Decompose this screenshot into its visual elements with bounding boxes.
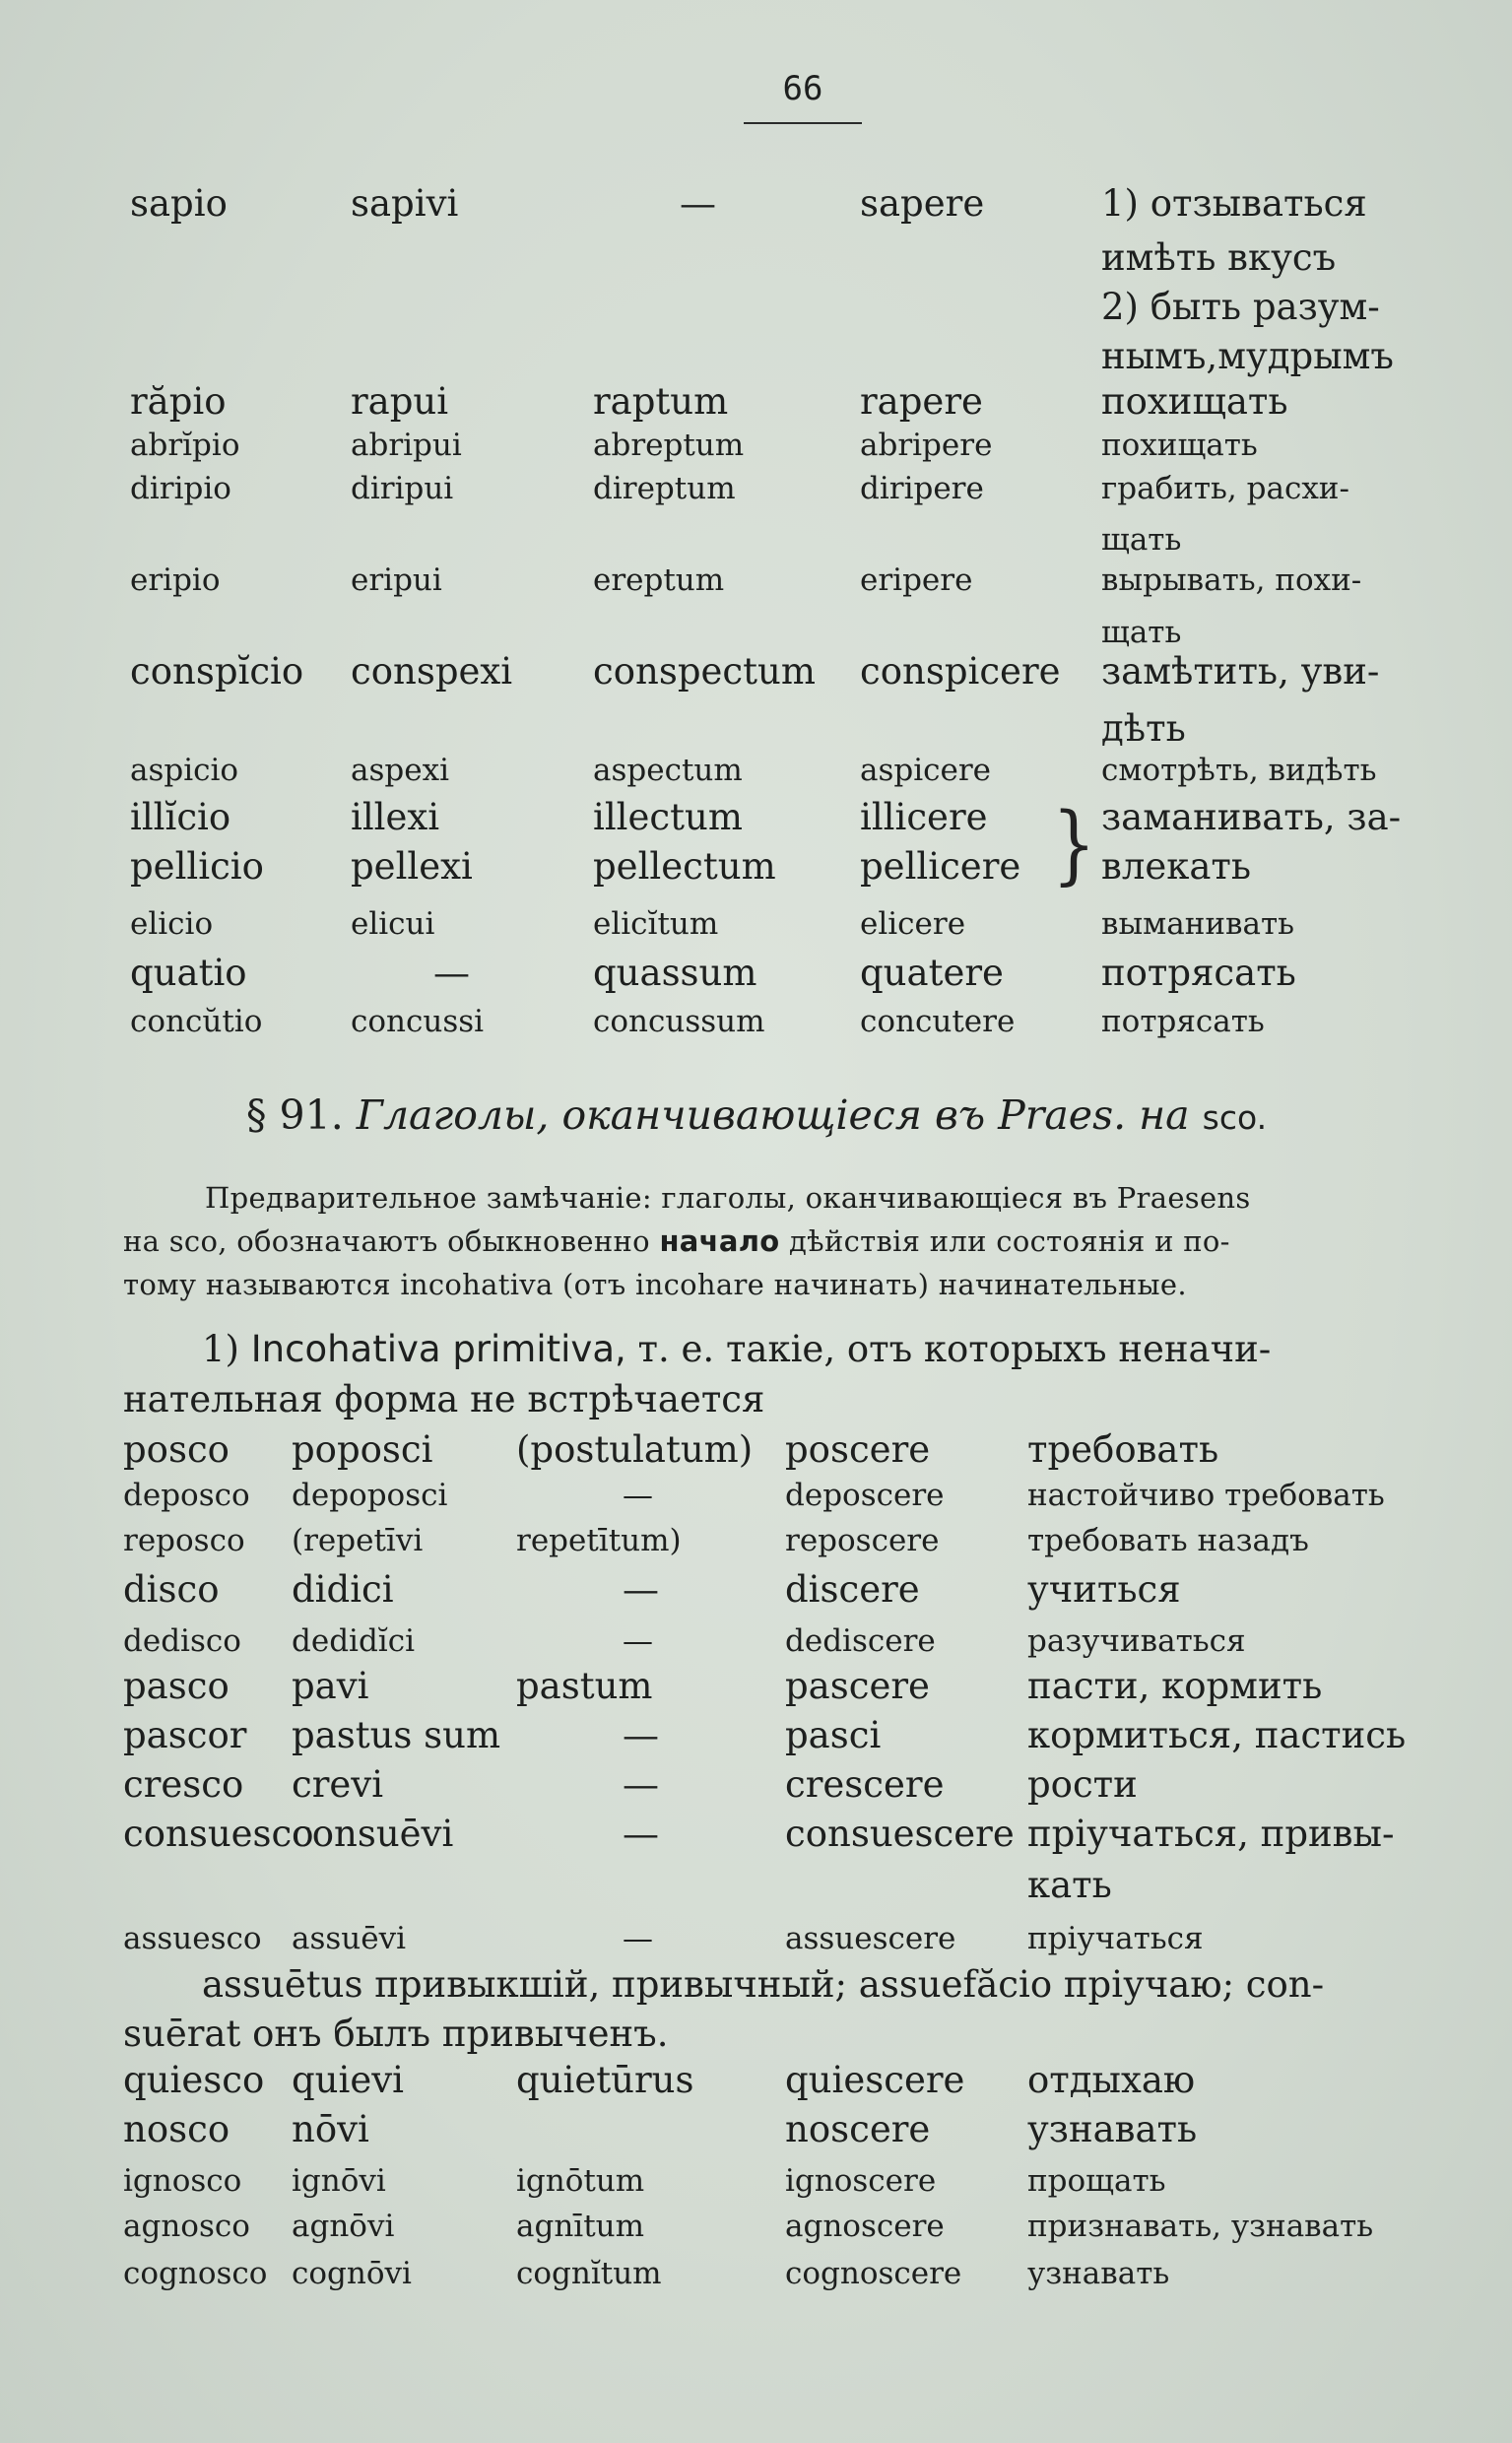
verb-infinitive: ignoscere xyxy=(785,2163,937,2199)
verb-translation: щать xyxy=(1101,615,1182,650)
verb-translation: пріучаться xyxy=(1027,1921,1204,1956)
verb-present: pellicio xyxy=(130,845,264,888)
verb-supine: repetītum) xyxy=(516,1523,682,1558)
verb-present: deposco xyxy=(123,1478,250,1513)
verb-present: răpio xyxy=(130,380,227,423)
verb-translation: похищать xyxy=(1101,428,1258,463)
verb-present: quiesco xyxy=(123,2059,265,2101)
verb-present: consuesco xyxy=(123,1813,314,1855)
verb-present: posco xyxy=(123,1428,230,1471)
verb-perfect: cognōvi xyxy=(292,2256,412,2291)
verb-translation: отдыхаю xyxy=(1027,2059,1196,2101)
verb-infinitive: reposcere xyxy=(785,1523,940,1558)
verb-supine: — xyxy=(680,182,716,225)
brace: } xyxy=(1052,793,1096,894)
note-line-3: тому называются incohativa (отъ incohare начинать) начинательные. xyxy=(123,1268,1187,1301)
assuetus-line-2: suērat онъ былъ привыченъ. xyxy=(123,2013,669,2055)
verb-perfect: elicui xyxy=(351,906,435,942)
verb-supine: direptum xyxy=(593,471,736,506)
verb-infinitive: poscere xyxy=(785,1428,931,1471)
verb-present: concŭtio xyxy=(130,1004,263,1039)
verb-infinitive: conspicere xyxy=(860,650,1061,693)
verb-perfect: nōvi xyxy=(292,2108,369,2150)
verb-translation: похищать xyxy=(1101,380,1288,423)
verb-present: nosco xyxy=(123,2108,230,2150)
verb-infinitive: assuescere xyxy=(785,1921,956,1956)
verb-perfect: pavi xyxy=(292,1665,369,1707)
verb-infinitive: pascere xyxy=(785,1665,930,1707)
verb-supine: — xyxy=(623,1714,659,1756)
verb-translation: влекать xyxy=(1101,845,1252,888)
verb-translation: замѣтить, уви- xyxy=(1101,650,1380,693)
verb-perfect: aspexi xyxy=(351,753,449,788)
section-heading xyxy=(246,1091,1267,1139)
verb-perfect: sapivi xyxy=(351,182,459,225)
verb-translation: пріучаться, привы- xyxy=(1027,1813,1395,1855)
verb-infinitive: diripere xyxy=(860,471,984,506)
verb-translation: кормиться, пастись xyxy=(1027,1714,1407,1756)
verb-perfect: eripui xyxy=(351,562,442,598)
verb-translation: требовать xyxy=(1027,1428,1219,1471)
verb-supine: quietūrus xyxy=(516,2059,694,2101)
assuetus-line-1: assuētus привыкшій, привычный; assuefăcio пріучаю; con- xyxy=(202,1963,1325,2006)
verb-translation: щать xyxy=(1101,522,1182,558)
verb-perfect: agnōvi xyxy=(292,2209,395,2244)
verb-perfect: ignōvi xyxy=(292,2163,386,2199)
verb-present: conspĭcio xyxy=(130,650,304,693)
verb-infinitive: illicere xyxy=(860,796,988,838)
verb-perfect: poposci xyxy=(292,1428,433,1471)
verb-supine: ignōtum xyxy=(516,2163,645,2199)
verb-infinitive: cognoscere xyxy=(785,2256,962,2291)
verb-present: cresco xyxy=(123,1763,244,1806)
verb-translation: нымъ,мудрымъ xyxy=(1101,335,1394,377)
section-suffix: sco. xyxy=(1202,1098,1268,1137)
section-number: § 91. xyxy=(246,1091,344,1139)
verb-perfect: didici xyxy=(292,1568,394,1611)
verb-translation: грабить, расхи- xyxy=(1101,471,1349,506)
verb-present: pasco xyxy=(123,1665,230,1707)
verb-supine: concussum xyxy=(593,1004,765,1039)
verb-perfect: quievi xyxy=(292,2059,404,2101)
primitiva-line-2: нательная форма не встрѣчается xyxy=(123,1378,765,1420)
verb-supine: — xyxy=(623,1623,653,1659)
verb-supine: — xyxy=(623,1813,659,1855)
verb-supine: abreptum xyxy=(593,428,745,463)
verb-supine: — xyxy=(623,1921,653,1956)
verb-translation: дѣть xyxy=(1101,707,1186,750)
verb-infinitive: quatere xyxy=(860,952,1004,994)
verb-present: reposco xyxy=(123,1523,245,1558)
verb-supine: agnītum xyxy=(516,2209,645,2244)
verb-perfect: diripui xyxy=(351,471,454,506)
verb-perfect: (repetīvi xyxy=(292,1523,424,1558)
verb-translation: потрясать xyxy=(1101,952,1296,994)
verb-present: agnosco xyxy=(123,2209,250,2244)
verb-translation: вырывать, похи- xyxy=(1101,562,1362,598)
verb-present: sapio xyxy=(130,182,228,225)
verb-supine: pastum xyxy=(516,1665,653,1707)
verb-infinitive: deposcere xyxy=(785,1478,945,1513)
note-line-2: на sco, обозначаютъ обыкновенно начало дѣйствія или состоянія и по- xyxy=(123,1224,1230,1258)
note-line-1: Предварительное замѣчаніе: глаголы, оканчивающіеся въ Praesens xyxy=(205,1181,1251,1215)
verb-translation: 2) быть разум- xyxy=(1101,286,1380,328)
verb-translation: пасти, кормить xyxy=(1027,1665,1323,1707)
verb-translation: требовать назадъ xyxy=(1027,1523,1309,1558)
verb-translation: 1) отзываться xyxy=(1101,182,1367,225)
verb-supine: pellectum xyxy=(593,845,776,888)
verb-infinitive: discere xyxy=(785,1568,920,1611)
verb-perfect: depoposci xyxy=(292,1478,448,1513)
verb-translation: смотрѣть, видѣть xyxy=(1101,753,1377,788)
verb-translation: рости xyxy=(1027,1763,1138,1806)
verb-present: dedisco xyxy=(123,1623,241,1659)
verb-translation: выманивать xyxy=(1101,906,1295,942)
verb-present: aspicio xyxy=(130,753,239,788)
verb-present: disco xyxy=(123,1568,220,1611)
verb-supine: cognĭtum xyxy=(516,2256,662,2291)
verb-perfect: abripui xyxy=(351,428,462,463)
verb-infinitive: pellicere xyxy=(860,845,1021,888)
verb-present: quatio xyxy=(130,952,247,994)
verb-perfect: — xyxy=(433,952,470,994)
verb-infinitive: pasci xyxy=(785,1714,882,1756)
verb-supine: illectum xyxy=(593,796,743,838)
verb-perfect: pastus sum xyxy=(292,1714,501,1756)
section-title: Глаголы, оканчивающіеся въ Praes. на xyxy=(356,1091,1190,1139)
verb-supine: — xyxy=(623,1478,653,1513)
verb-supine: conspectum xyxy=(593,650,816,693)
verb-present: cognosco xyxy=(123,2256,268,2291)
verb-translation: заманивать, за- xyxy=(1101,796,1402,838)
verb-supine: elicĭtum xyxy=(593,906,719,942)
verb-translation: кать xyxy=(1027,1864,1112,1906)
verb-supine: raptum xyxy=(593,380,729,423)
verb-infinitive: crescere xyxy=(785,1763,945,1806)
verb-present: diripio xyxy=(130,471,231,506)
verb-present: ignosco xyxy=(123,2163,242,2199)
verb-supine: — xyxy=(623,1568,659,1611)
verb-supine: (postulatum) xyxy=(516,1428,754,1471)
verb-perfect: crevi xyxy=(292,1763,384,1806)
verb-translation: учиться xyxy=(1027,1568,1181,1611)
verb-translation: имѣть вкусъ xyxy=(1101,236,1337,279)
verb-infinitive: agnoscere xyxy=(785,2209,945,2244)
verb-present: abrĭpio xyxy=(130,428,240,463)
page-number-rule xyxy=(744,122,862,124)
verb-infinitive: noscere xyxy=(785,2108,931,2150)
verb-infinitive: eripere xyxy=(860,562,973,598)
verb-infinitive: sapere xyxy=(860,182,985,225)
verb-infinitive: aspicere xyxy=(860,753,992,788)
verb-supine: — xyxy=(623,1763,659,1806)
verb-present: assuesco xyxy=(123,1921,262,1956)
verb-infinitive: consuescere xyxy=(785,1813,1015,1855)
verb-present: pascor xyxy=(123,1714,247,1756)
verb-present: eripio xyxy=(130,562,221,598)
page-number: 66 xyxy=(782,69,823,108)
verb-infinitive: abripere xyxy=(860,428,993,463)
verb-supine: aspectum xyxy=(593,753,743,788)
verb-present: elicio xyxy=(130,906,214,942)
verb-perfect: dedidĭci xyxy=(292,1623,415,1659)
verb-perfect: conspexi xyxy=(351,650,513,693)
verb-infinitive: rapere xyxy=(860,380,983,423)
verb-translation: потрясать xyxy=(1101,1004,1265,1039)
verb-translation: разучиваться xyxy=(1027,1623,1246,1659)
verb-present: illĭcio xyxy=(130,796,231,838)
verb-translation: узнавать xyxy=(1027,2256,1170,2291)
verb-perfect: illexi xyxy=(351,796,440,838)
verb-translation: прощать xyxy=(1027,2163,1166,2199)
verb-infinitive: dediscere xyxy=(785,1623,936,1659)
verb-perfect: rapui xyxy=(351,380,449,423)
verb-perfect: assuēvi xyxy=(292,1921,407,1956)
verb-supine: quassum xyxy=(593,952,757,994)
verb-infinitive: concutere xyxy=(860,1004,1016,1039)
verb-perfect: consuēvi xyxy=(292,1813,454,1855)
primitiva-line-1: 1) Incohativa primitiva, т. е. такіе, отъ которыхъ неначи- xyxy=(202,1328,1272,1370)
verb-infinitive: quiescere xyxy=(785,2059,965,2101)
verb-infinitive: elicere xyxy=(860,906,966,942)
verb-translation: узнавать xyxy=(1027,2108,1198,2150)
verb-perfect: pellexi xyxy=(351,845,473,888)
verb-translation: признавать, узнавать xyxy=(1027,2209,1374,2244)
verb-translation: настойчиво требовать xyxy=(1027,1478,1385,1513)
verb-supine: ereptum xyxy=(593,562,725,598)
verb-perfect: concussi xyxy=(351,1004,485,1039)
